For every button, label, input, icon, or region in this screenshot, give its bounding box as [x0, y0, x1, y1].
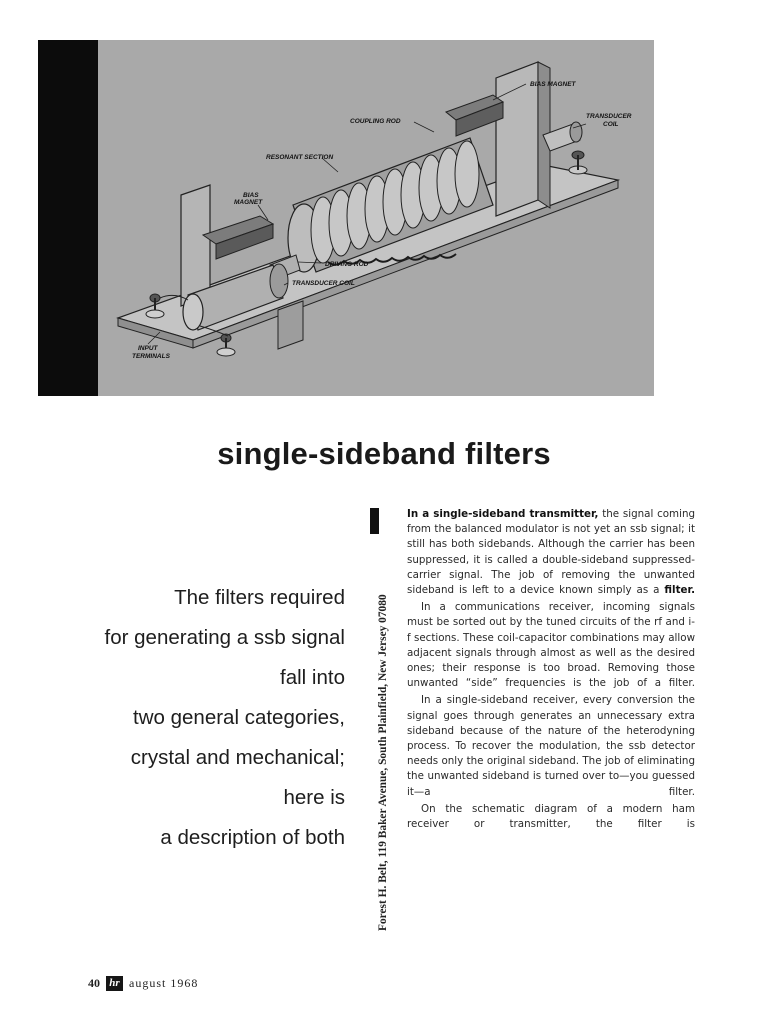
- emphasis-filter: filter.: [664, 584, 695, 597]
- issue-date: august 1968: [129, 976, 199, 990]
- page-footer: [88, 976, 198, 991]
- article-title: single-sideband filters: [217, 436, 551, 471]
- body-paragraph: [407, 693, 695, 799]
- callout-input-terminals-2: TERMINALS: [132, 353, 170, 360]
- callout-bias-magnet-top: BIAS MAGNET: [530, 81, 576, 88]
- lead-in: In a single-sideband transmitter,: [407, 508, 599, 520]
- author-byline: Forest H. Belt, 119 Baker Avenue, South Plainfield, New Jersey 07080: [377, 594, 389, 931]
- callout-input-terminals-1: INPUT: [138, 345, 158, 352]
- subtitle-line: a description of both: [160, 826, 345, 849]
- body-paragraph: [407, 802, 695, 832]
- body-paragraph: [407, 507, 695, 598]
- figure-panel: [38, 40, 654, 396]
- paragraph-text: the signal coming from the balanced modulator is not yet an ssb signal; it still has both sidebands. Although the carrier has been suppressed, it is called a double-sideband suppressed-carrier signal. The job of removing the unwanted sideband is left to a device known simply as a: [407, 508, 696, 597]
- magazine-logo: hr: [106, 976, 123, 991]
- byline-marker: [370, 508, 379, 534]
- author-byline-block: [369, 508, 389, 938]
- callout-transducer-coil-right-1: TRANSDUCER: [586, 113, 632, 120]
- callout-resonant-section: RESONANT SECTION: [266, 154, 334, 161]
- callout-driving-rod: DRIVING ROD: [325, 261, 369, 268]
- callout-coupling-rod: COUPLING ROD: [350, 118, 401, 125]
- article-body: [407, 507, 695, 834]
- callout-transducer-coil-right-2: COIL: [603, 121, 619, 128]
- subtitle-line: fall into: [280, 666, 345, 689]
- mechanical-filter-illustration: [38, 40, 654, 396]
- paragraph-text: In a single-sideband receiver, every conversion the signal goes through generates an unnecessary extra sideband because of the nature of the heterodyning process. To recover the modulation, the ssb detector needs only the original sideband. The job of eliminating the unwanted sideband is turned over to—you guessed it—a filter.: [407, 694, 695, 798]
- callout-bias-magnet-left-1: BIAS: [243, 192, 259, 199]
- article-subtitle: [105, 578, 345, 858]
- subtitle-line: crystal and mechanical;: [130, 746, 345, 769]
- subtitle-line: here is: [283, 786, 345, 809]
- callout-bias-magnet-left-2: MAGNET: [234, 199, 263, 206]
- subtitle-line: two general categories,: [133, 706, 345, 729]
- left-end-plate: [181, 185, 210, 306]
- subtitle-line: for generating a ssb signal: [104, 626, 345, 649]
- callout-transducer-coil-left: TRANSDUCER COIL: [292, 280, 355, 287]
- paragraph-text: On the schematic diagram of a modern ham receiver or transmitter, the filter is: [407, 802, 695, 831]
- page-number: 40: [88, 976, 100, 990]
- subtitle-line: The filters required: [174, 586, 345, 609]
- body-paragraph: [407, 600, 695, 691]
- paragraph-text: In a communications receiver, incoming signals must be sorted out by the tuned circuits of the rf and i-f sections. These coil-capacitor combinations may allow adjacent signals through almost as well as the desired ones; their response is too broad. Removing those unwanted “side” frequencies is the job of a filter.: [407, 601, 695, 690]
